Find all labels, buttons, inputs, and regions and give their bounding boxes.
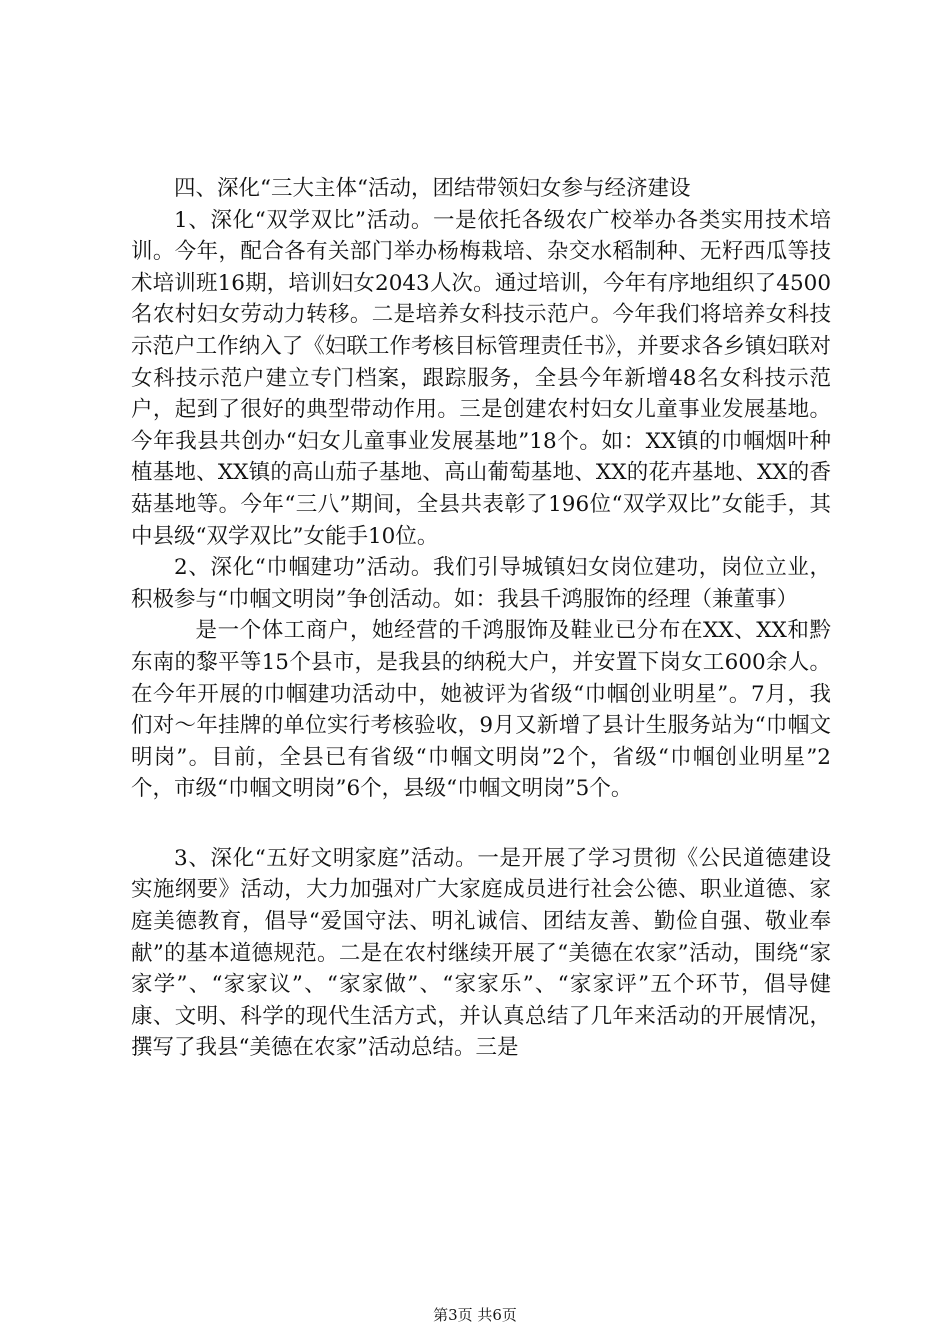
page-number-footer: 第3页 共6页 — [433, 1306, 517, 1324]
paragraph-1: 1、深化“双学双比”活动。一是依托各级农广校举办各类实用技术培训。今年，配合各有关部门举办杨梅栽培、杂交水稻制种、无籽西瓜等技术培训班16期，培训妇女2043人次。通过培训，今年有序地组织了4500名农村妇女劳动力转移。二是培养女科技示范户。今年我们将培养女科技示范户工作纳入了《妇联工作考核目标管理责任书》，并要求各乡镇妇联对女科技示范户建立专门档案，跟踪服务，全县今年新增48名女科技示范户，起到了很好的典型带动作用。三是创建农村妇女儿童事业发展基地。今年我县共创办“妇女儿童事业发展基地”18个。如：XX镇的巾帼烟叶种植基地、XX镇的高山茄子基地、高山葡萄基地、XX的花卉基地、XX的香菇基地等。今年“三八”期间，全县共表彰了196位“双学双比”女能手，其中县级“双学双比”女能手10位。 — [131, 207, 831, 549]
paragraph-3: 是一个体工商户，她经营的千鸿服饰及鞋业已分布在XX、XX和黔东南的黎平等15个县市，是我县的纳税大户，并安置下岗女工600余人。在今年开展的巾帼建功活动中，她被评为省级“巾帼创业明星”。7月，我们对～年挂牌的单位实行考核验收，9月又新增了县计生服务站为“巾帼文明岗”。目前，全县已有省级“巾帼文明岗”2个，省级“巾帼创业明星”2个，市级“巾帼文明岗”6个，县级“巾帼文明岗”5个。 — [131, 618, 831, 802]
document-body — [131, 173, 831, 1064]
paragraph-4: 3、深化“五好文明家庭”活动。一是开展了学习贯彻《公民道德建设实施纲要》活动，大力加强对广大家庭成员进行社会公德、职业道德、家庭美德教育，倡导“爱国守法、明礼诚信、团结友善、勤俭自强、敬业奉献”的基本道德规范。二是在农村继续开展了“美德在农家”活动，围绕“家家学”、“家家议”、“家家做”、“家家乐”、“家家评”五个环节，倡导健康、文明、科学的现代生活方式，并认真总结了几年来活动的开展情况，撰写了我县“美德在农家”活动总结。三是 — [131, 845, 831, 1061]
section-heading: 四、深化“三大主体“活动，团结带领妇女参与经济建设 — [174, 176, 691, 201]
paragraph-gap — [131, 805, 831, 843]
paragraph-2: 2、深化“巾帼建功”活动。我们引导城镇妇女岗位建功，岗位立业，积极参与“巾帼文明岗”争创活动。如：我县千鸿服饰的经理（兼董事） — [131, 555, 831, 612]
